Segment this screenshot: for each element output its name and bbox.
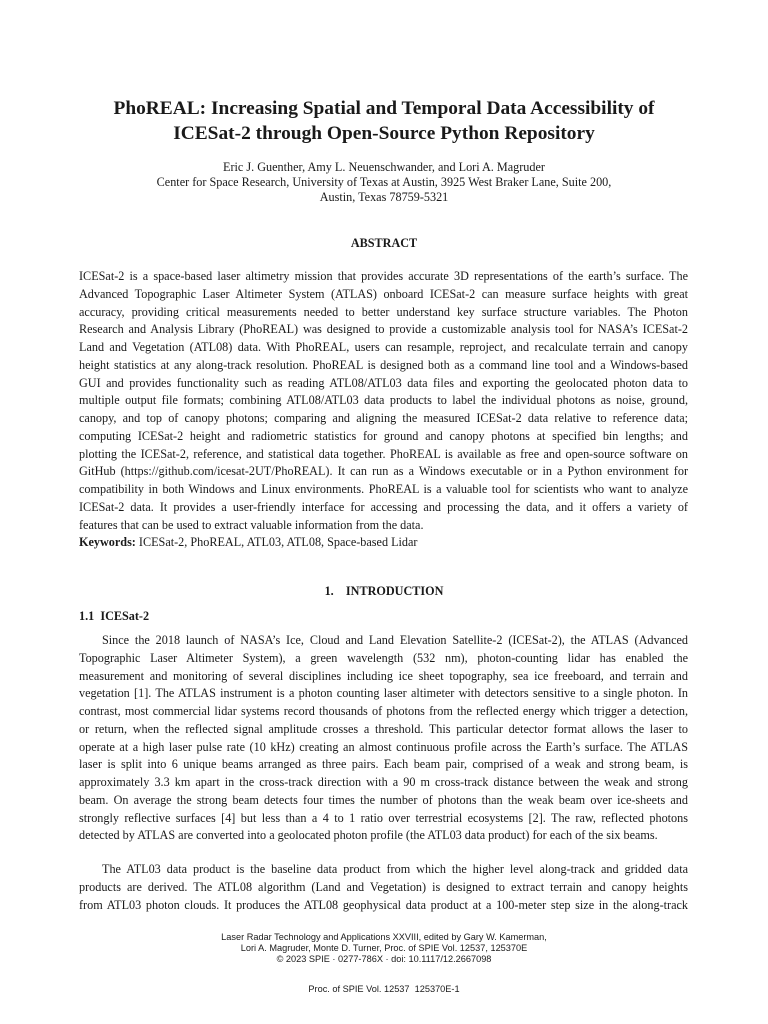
paragraph-line: products are derived. The ATL08 algorithm (Land and Vegetation) is designed to extract terrain and canopy heights	[79, 879, 688, 894]
footer-line: Lori A. Magruder, Monte D. Turner, Proc. of SPIE Vol. 12537, 125370E	[240, 943, 528, 953]
intro-paragraph-1	[79, 632, 688, 845]
author-affiliation: Center for Space Research, University of Texas at Austin, 3925 West Braker Lane, Suite 200,	[156, 175, 612, 190]
title-line: PhoREAL: Increasing Spatial and Temporal Data Accessibility of	[113, 98, 655, 119]
abstract-line: GUI and provides functionality such as reading ATL08/ATL03 data files and exporting the geolocated photon data to	[79, 375, 688, 390]
paragraph-line: laser is split into 6 unique beams arranged as three pairs. Each beam pair, comprised of a weak and strong beam, is	[79, 757, 688, 772]
paragraph-line: Topographic Laser Altimeter System), a green wavelength (532 nm), photon-counting lidar has enabled the	[79, 650, 688, 665]
abstract-line: Research and Analysis Library (PhoREAL) was designed to provide a customizable analysis tool for NASA’s ICESat-2	[79, 322, 688, 337]
abstract-line: Land and Vegetation (ATL08) data. With PhoREAL, users can resample, reproject, and recalculate terrain and canopy	[79, 340, 688, 354]
abstract-line: Advanced Topographic Laser Altimeter System (ATLAS) onboard ICESat-2 can measure surface heights with great	[79, 286, 688, 301]
keywords-line	[79, 535, 688, 550]
paragraph-line: vegetation [1]. The ATLAS instrument is a photon counting laser altimeter with detectors sensitive to a single photon. In	[79, 686, 688, 701]
citation-footer	[60, 932, 708, 965]
keywords-text: ICESat-2, PhoREAL, ATL03, ATL08, Space-based Lidar	[135, 535, 418, 549]
abstract-line: ICESat-2 is a space-based laser altimetry mission that provides accurate 3D representations of the earth’s surface. The	[79, 269, 688, 283]
paragraph-line: measurement and monitoring of several disciplines including ice sheet topography, sea ice freeboard, and terrain and	[79, 668, 688, 683]
paragraph-line: operate at a high laser pulse rate (10 kHz) creating an almost continuous profile across the Earth’s surface. The ATLAS	[79, 739, 688, 754]
page-number: Proc. of SPIE Vol. 12537 125370E-1	[308, 984, 460, 994]
abstract-line: plotting the ICESat-2, reference, and statistical data together. PhoREAL is available as free and open-source software on	[79, 446, 688, 461]
footer-line: Laser Radar Technology and Applications XXVIII, edited by Gary W. Kamerman,	[221, 932, 547, 942]
paragraph-line: strongly reflective surfaces [4] but less than a 4 to 1 ratio over terrestrial ecosystems [2]. The raw, reflected photons	[79, 810, 688, 825]
paragraph-line: from ATL03 photon clouds. It produces the ATL08 geophysical data product at a 100-meter step size in the along-track	[79, 897, 688, 912]
section-heading: 1. INTRODUCTION	[324, 584, 444, 598]
abstract-body	[79, 268, 688, 534]
paragraph-line: or return, when the reflected signal amplitude crosses a threshold. This particular detector format allows the laser to	[79, 721, 688, 736]
author-address: Austin, Texas 78759-5321	[319, 190, 449, 205]
abstract-heading: ABSTRACT	[350, 236, 418, 250]
intro-paragraph-2	[79, 861, 688, 914]
abstract-line: height statistics at any along-track resolution. PhoREAL is designed both as a command line tool and a Windows-based	[79, 357, 688, 372]
abstract-line: multiple output file formats; combining ATL08/ATL03 data products to label the individual photons as noise, ground,	[79, 393, 688, 408]
paragraph-line: beam. On average the strong beam detects four times the number of photons than the weak beam over ice-sheets and	[79, 792, 688, 807]
abstract-line: GitHub (https://github.com/icesat-2UT/PhoREAL). It can run as a Windows executable or in a Python environment for	[79, 464, 688, 479]
abstract-line: computing ICESat-2 height and radiometric statistics for ground and canopy photons at specified bin lengths; and	[79, 428, 688, 443]
subsection-heading: 1.1 ICESat-2	[79, 609, 150, 623]
paragraph-line: Since the 2018 launch of NASA’s Ice, Cloud and Land Elevation Satellite-2 (ICESat-2), the ATLAS (Advanced	[102, 633, 688, 647]
author-names: Eric J. Guenther, Amy L. Neuenschwander, and Lori A. Magruder	[223, 160, 545, 174]
keywords-label: Keywords:	[79, 535, 136, 549]
paragraph-line: The ATL03 data product is the baseline data product from which the higher level along-track and gridded data	[102, 862, 688, 876]
abstract-line: compatibility in both Windows and Linux environments. PhoREAL is a valuable tool for scientists who want to analyze	[79, 482, 688, 496]
footer-line: © 2023 SPIE · 0277-786X · doi: 10.1117/12.2667098	[276, 954, 492, 964]
paragraph-line: contrast, most commercial lidar systems record thousands of photons from the reflected energy which trigger a detection,	[79, 704, 688, 718]
abstract-line: accuracy, providing critical measurements needed to better understand key surface structure variables. The Photon	[79, 304, 688, 319]
abstract-line: canopy, and top of canopy photons; comparing and aligning the measured ICESat-2 data relative to reference data;	[79, 411, 688, 425]
paper-title	[60, 97, 708, 146]
abstract-line: ICESat-2 data. It provides a user-friendly interface for accessing and processing the data, and it offers a variety of	[79, 499, 688, 514]
abstract-line: features that can be used to extract valuable information from the data.	[79, 517, 424, 532]
paragraph-line: approximately 3.3 km apart in the cross-track direction with a 90 m cross-track distance between the weak and strong	[79, 775, 688, 789]
paragraph-line: detected by ATLAS are converted into a geolocated photon profile (the ATL03 data product) for each of the six beams.	[79, 828, 658, 843]
author-block	[60, 160, 708, 206]
title-line: ICESat-2 through Open-Source Python Repository	[173, 122, 595, 144]
